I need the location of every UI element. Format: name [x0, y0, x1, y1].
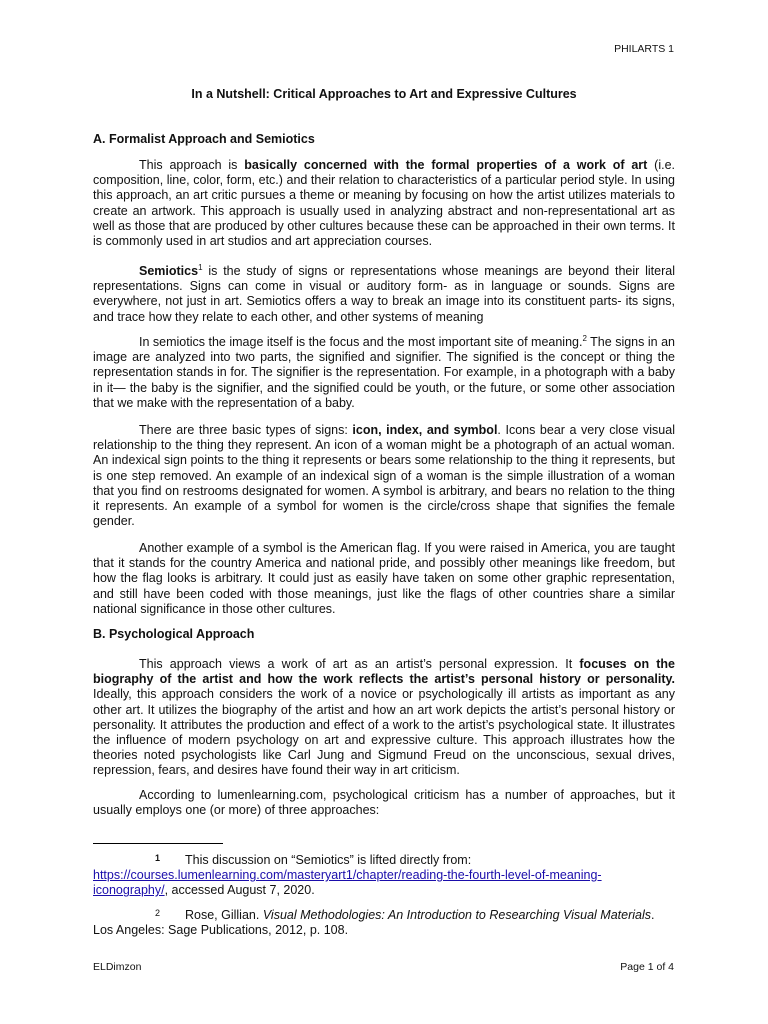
footnote-number: 1: [154, 853, 160, 863]
footnote-book-title: Visual Methodologies: An Introduction to Researching Visual Materials: [262, 908, 651, 922]
text: Ideally, this approach considers the work of a novice or psychologically ill artists as important as any other art. It utilizes the biography of the artist and how an art work depicts the artist’s personal history or personality. It attributes the production and effect of a work to the artist’s psychological state. It illustrates the influence of modern psychology on art and expressive culture. This approach illustrates how the theories noted psychologists like Carl Jung and Sigmund Freud on the unconscious, sexual drives, repression, fears, and desires have found their way in art criticism.: [93, 687, 675, 778]
paragraph-sign-types: [93, 423, 675, 529]
text: . Icons bear a very close visual relationship to the thing they represent. An icon of a woman might be a photograph of an actual woman. An indexical sign points to the thing it represents or bears some relationship to the thing it represents, but is one step removed. An example of an indexical sign of a woman is the simple illustration of a woman that you find on restrooms designated for women. A symbol is arbitrary, and bears no relation to the thing it represents. An example of a symbol for women is the circle/cross shape that signifies the female gender.: [93, 423, 675, 529]
paragraph-american-flag: Another example of a symbol is the American flag. If you were raised in America, you are taught that it stands for the country America and national pride, and possibly other meanings like freedom, but how the flag looks is arbitrary. It could just as easily have taken on some other graphic representation, and still have been coded with those meanings, just like the flags of other countries share a similar national significance in those other cultures.: [93, 541, 675, 616]
author-footer: ELDimzon: [93, 961, 142, 973]
footnote-number: 2: [154, 908, 160, 918]
text: This approach is: [139, 158, 245, 172]
footnote-link[interactable]: https://courses.lumenlearning.com/masteryart1/chapter/reading-the-fourth-level-of-meaning-iconography/: [93, 868, 602, 898]
paragraph-image-meaning: [93, 335, 675, 411]
emphasis-text: focuses on the biography of the artist and how the work reflects the artist’s personal history or personality.: [93, 657, 675, 687]
footnote-separator: [93, 843, 223, 844]
paragraph-formalist: [93, 158, 675, 249]
footnote-text: This discussion on “Semiotics” is lifted directly from:: [185, 853, 472, 867]
text: The signs in an image are analyzed into two parts, the signified and signifier. The signified is the concept or thing the representation stands in for. The signifier is the representation. For example, in a photograph with a baby in it— the baby is the signifier, and the signified could be youth, or the future, or some other association that we make with the representation of a baby.: [93, 335, 675, 410]
text: This approach views a work of art as an artist’s personal expression. It: [139, 657, 580, 671]
paragraph-semiotics: [93, 264, 675, 325]
text: is the study of signs or representations whose meanings are beyond their literal representations. Signs can come in visual or auditory form- as in language or sounds. Signs are everywhere, not just in art. Semiotics offers a way to break an image into its constituent parts- its signs, and trace how they relate to each other, and other systems of meaning: [93, 264, 675, 324]
text: There are three basic types of signs:: [139, 423, 353, 437]
page-number: Page 1 of 4: [620, 961, 674, 973]
text: In semiotics the image itself is the focus and the most important site of meaning.: [139, 335, 583, 349]
footnote-ref-2[interactable]: 2: [582, 334, 587, 343]
document-title: In a Nutshell: Critical Approaches to Art and Expressive Cultures: [191, 87, 577, 101]
section-a-heading: A. Formalist Approach and Semiotics: [93, 132, 315, 146]
footnote-ref-1[interactable]: 1: [198, 263, 203, 272]
paragraph-psychological: [93, 657, 675, 779]
section-b-heading: B. Psychological Approach: [93, 627, 255, 641]
emphasis-text: Semiotics: [139, 264, 199, 278]
emphasis-text: icon, index, and symbol: [352, 423, 498, 437]
course-header: PHILARTS 1: [614, 43, 674, 55]
footnote-1: [93, 851, 675, 899]
footnote-text: Rose, Gillian.: [185, 908, 263, 922]
footnote-text: . Los Angeles: Sage Publications, 2012, p. 108.: [93, 908, 655, 938]
text: (i.e. composition, line, color, form, etc.) and their relation to characteristics of a particular period style. In using this approach, an art critic pursues a theme or meaning by focusing on how the artist utilizes materials to create an artwork. This approach is usually used in analyzing abstract and non-representational art as well as those that are produced by other cultures because these can be approached in their own terms. It is commonly used in art studios and art appreciation courses.: [93, 158, 676, 249]
footnote-2: [93, 906, 675, 938]
paragraph-lumenlearning: According to lumenlearning.com, psychological criticism has a number of approaches, but it usually employs one (or more) of three approaches:: [93, 788, 675, 818]
emphasis-text: basically concerned with the formal properties of a work of art: [244, 158, 648, 172]
footnote-text: , accessed August 7, 2020.: [164, 883, 315, 898]
